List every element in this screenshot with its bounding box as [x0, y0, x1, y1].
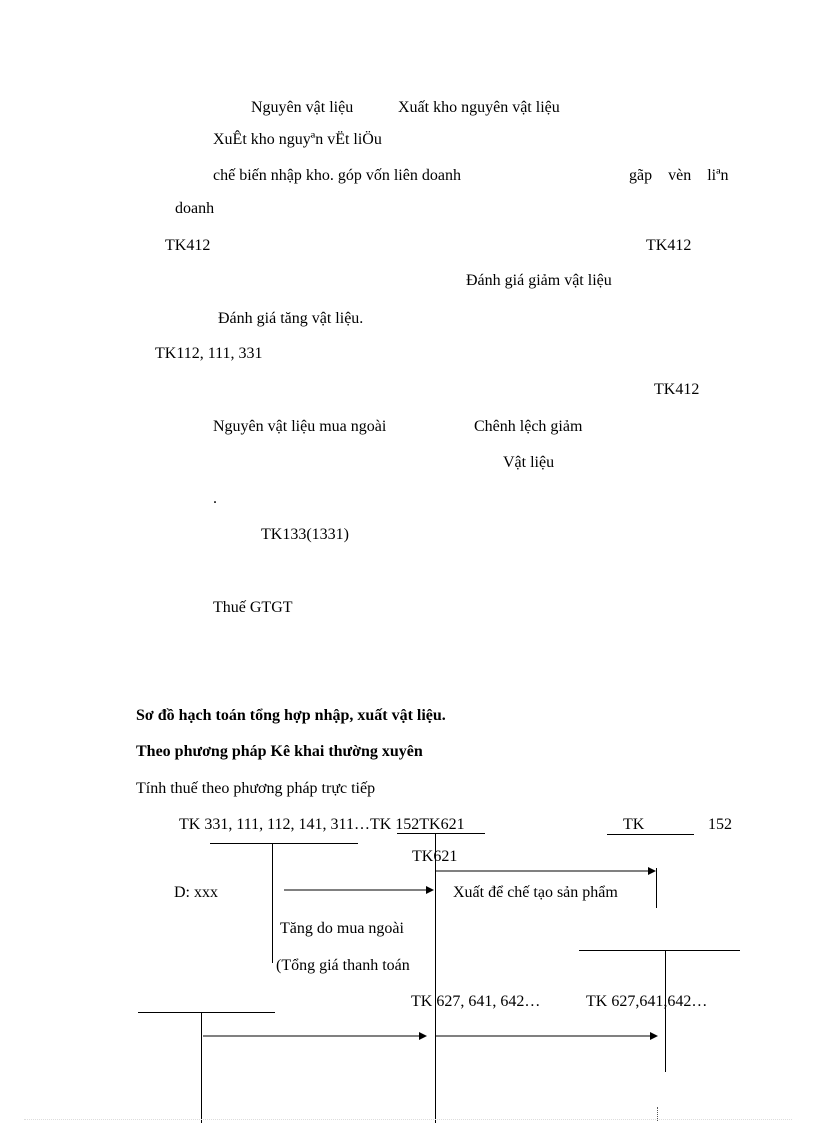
label-tk412-mid: TK412	[654, 381, 700, 398]
text-doanh: doanh	[175, 200, 215, 217]
label-tk112: TK112, 111, 331	[155, 345, 263, 362]
text-danh-gia-giam: Đánh giá giảm vật liệu	[466, 272, 612, 289]
t-account-top-152	[397, 833, 485, 834]
text-che-bien: chế biến nhập kho. góp vốn liên doanh	[213, 167, 461, 184]
t-account-stem-627-right	[665, 950, 666, 1072]
label-tk133: TK133(1331)	[261, 526, 349, 543]
label-tang-mua-ngoai: Tăng do mua ngoài	[280, 920, 404, 937]
t-account-top-tk	[607, 834, 694, 835]
text-nguyen-vat-lieu: Nguyên vật liệu	[251, 99, 354, 116]
label-tk412-left: TK412	[165, 237, 211, 254]
t-account-stem-left	[272, 843, 273, 963]
text-dot: .	[213, 490, 217, 507]
text-tinh-thue: Tính thuế theo phương pháp trực tiếp	[136, 780, 376, 797]
label-debit: D: xxx	[174, 884, 218, 901]
text-danh-gia-tang: Đánh giá tăng vật liệu.	[218, 310, 364, 327]
t-account-top-bottom-left	[138, 1012, 275, 1013]
label-tong-gia: (Tổng giá thanh toán	[276, 957, 410, 974]
text-vat-lieu: Vật liệu	[503, 454, 555, 471]
label-tk621: TK621	[412, 848, 458, 865]
page-bottom-edge	[24, 1119, 792, 1120]
text-nvl-mua-ngoai: Nguyên vật liệu mua ngoài	[213, 418, 387, 435]
label-top-accounts: TK 331, 111, 112, 141, 311…TK 152TK621	[179, 816, 465, 833]
t-account-stem-bottom-left	[201, 1012, 202, 1123]
text-xuat-kho-nvl: Xuất kho nguyên vật liệu	[398, 99, 560, 116]
text-xuat-kho-garbled: XuÊt kho nguyªn vËt liÖu	[213, 131, 382, 148]
label-tk627-b: TK 627,641,642…	[586, 993, 708, 1010]
t-account-top-left	[210, 843, 358, 844]
heading-so-do: Sơ đồ hạch toán tổng hợp nhập, xuất vật liệu.	[136, 707, 446, 724]
text-thue-gtgt: Thuế GTGT	[213, 599, 293, 616]
label-tk627-a: TK 627, 641, 642…	[411, 993, 541, 1010]
t-account-top-627-right	[579, 950, 740, 951]
text-chenh-lech-giam: Chênh lệch giảm	[474, 418, 583, 435]
label-tk: TK	[623, 816, 645, 833]
label-xuat-che-tao: Xuất để chế tạo sản phẩm	[453, 884, 618, 901]
t-account-stem-152	[435, 833, 436, 1123]
text-gop-von-garbled: gãp vèn liªn	[629, 167, 729, 184]
label-tk412-right: TK412	[646, 237, 692, 254]
label-152: 152	[708, 816, 732, 833]
heading-phuong-phap: Theo phương pháp Kê khai thường xuyên	[136, 743, 423, 760]
t-account-stem-tk	[656, 868, 657, 908]
